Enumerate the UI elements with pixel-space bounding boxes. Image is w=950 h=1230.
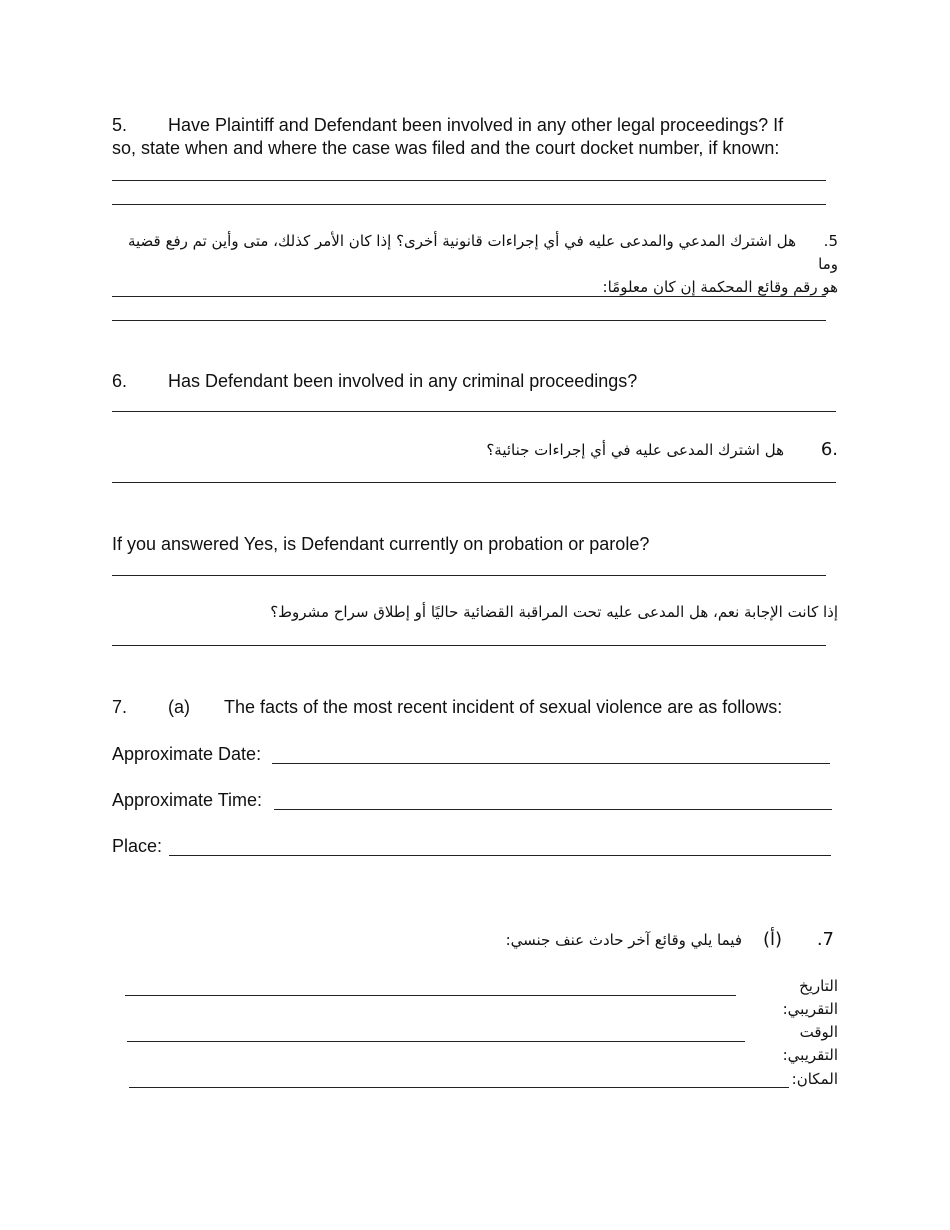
q7-arabic-text: فيما يلي وقائع آخر حادث عنف جنسي: [505, 931, 742, 949]
q7-arabic-number: 7. [816, 929, 834, 950]
q5-question [112, 114, 842, 160]
q5-arabic-text-line2: هو رقم وقائع المحكمة إن كان معلومًا: [602, 278, 838, 296]
q5-answer-line-2[interactable] [112, 204, 826, 205]
q6-answer-line[interactable] [112, 411, 836, 412]
q7-arabic-sub-letter: (أ) [762, 929, 782, 950]
q5-text-line2: so, state when and where the case was filed and the court docket number, if known: [112, 138, 780, 158]
q6-arabic-text: هل اشترك المدعى عليه في أي إجراءات جنائية؟ [486, 441, 784, 459]
q6-number: 6. [112, 371, 128, 391]
q7-date-field[interactable] [272, 763, 830, 764]
q6-arabic-answer-line[interactable] [112, 482, 836, 483]
q7-arabic-question [112, 928, 834, 952]
q5-text-line1: Have Plaintiff and Defendant been involved in any other legal proceedings? If [168, 115, 784, 135]
q5-arabic-text-line1: هل اشترك المدعي والمدعى عليه في أي إجراءات قانونية أخرى؟ إذا كان الأمر كذلك، متى وأين تم رفع قضية وما [127, 232, 838, 273]
q7-date-row [112, 743, 261, 766]
q6-text: Has Defendant been involved in any criminal proceedings? [168, 371, 638, 391]
probation-answer-line[interactable] [112, 575, 826, 576]
probation-arabic-question: إذا كانت الإجابة نعم، هل المدعى عليه تحت المراقبة القضائية حاليًا أو إطلاق سراح مشروط؟ [270, 603, 838, 621]
q7-arabic-date-label: التاريخ التقريبي: [782, 977, 838, 1018]
q7-place-field[interactable] [169, 855, 831, 856]
probation-question: If you answered Yes, is Defendant currently on probation or parole? [112, 534, 650, 554]
q7-arabic-place-field[interactable] [129, 1087, 789, 1088]
q7-sub-letter: (a) [168, 697, 190, 717]
q7-date-label: Approximate Date: [112, 744, 262, 764]
q5-answer-line-1[interactable] [112, 180, 826, 181]
q7-arabic-time-field[interactable] [127, 1041, 745, 1042]
q7-place-label: Place: [112, 836, 163, 856]
q5-arabic-answer-line-2[interactable] [112, 320, 826, 321]
q7-arabic-time-label: الوقت التقريبي: [782, 1023, 838, 1064]
q7-question [112, 696, 842, 719]
q7-time-label: Approximate Time: [112, 790, 263, 810]
q5-arabic-line1 [112, 230, 838, 276]
q7-arabic-place-label: المكان: [791, 1070, 838, 1088]
q7-place-row [112, 835, 162, 858]
q6-arabic-question [112, 438, 838, 462]
q7-number: 7. [112, 697, 128, 717]
q5-number: 5. [112, 115, 128, 135]
probation-arabic-answer-line[interactable] [112, 645, 826, 646]
q7-arabic-date-field[interactable] [125, 995, 736, 996]
q5-arabic-answer-line-1[interactable] [112, 296, 826, 297]
q7-time-field[interactable] [274, 809, 832, 810]
q5-arabic-number: 5. [823, 232, 838, 250]
q6-arabic-number: .6 [820, 439, 838, 460]
q7-time-row [112, 789, 262, 812]
q6-question [112, 370, 842, 393]
q5-arabic-question [112, 230, 838, 299]
q7-text: The facts of the most recent incident of sexual violence are as follows: [224, 697, 783, 717]
